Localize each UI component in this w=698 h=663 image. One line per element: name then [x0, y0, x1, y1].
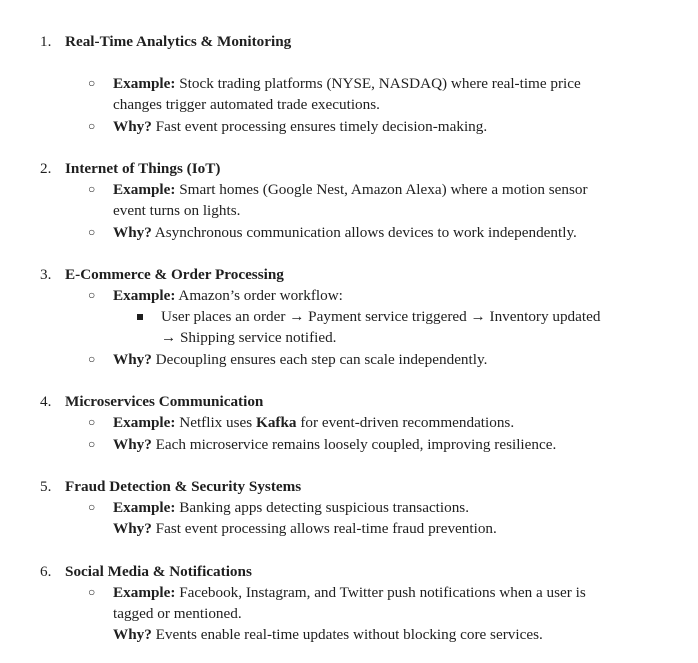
hollow-bullet-icon: ○: [88, 585, 96, 599]
sub-item-text: User places an order → Payment service triggered → Inventory updated: [161, 308, 601, 325]
why-text: Fast event processing ensures timely decision-making.: [151, 118, 488, 135]
section-title: Internet of Things (IoT): [65, 160, 221, 177]
example-line: [113, 179, 588, 200]
example-label: Example:: [113, 287, 176, 304]
why-text: Fast event processing allows real-time fraud prevention.: [151, 520, 497, 537]
section-title: Microservices Communication: [65, 393, 264, 410]
hollow-bullet-icon: ○: [88, 119, 96, 133]
example-text-a: Netflix uses: [175, 414, 257, 431]
example-line: [113, 285, 343, 306]
why-line: [113, 518, 497, 539]
example-text: Stock trading platforms (NYSE, NASDAQ) where real-time price: [175, 75, 581, 92]
example-cont-text: event turns on lights.: [113, 202, 241, 219]
example-line: [113, 73, 581, 94]
example-label: Example:: [113, 414, 176, 431]
example-label: Example:: [113, 499, 176, 516]
why-label: Why?: [113, 626, 152, 643]
why-text: Asynchronous communication allows devices to work independently.: [151, 224, 577, 241]
example-label: Example:: [113, 181, 176, 198]
example-label: Example:: [113, 584, 176, 601]
why-label: Why?: [113, 118, 152, 135]
example-line: [113, 412, 514, 433]
why-label: Why?: [113, 436, 152, 453]
example-line: [113, 582, 586, 603]
why-label: Why?: [113, 351, 152, 368]
section-title: E-Commerce & Order Processing: [65, 266, 284, 283]
hollow-bullet-icon: ○: [88, 182, 96, 196]
example-text: Amazon’s order workflow:: [175, 287, 343, 304]
why-line: [113, 624, 543, 645]
square-bullet-icon: [137, 314, 143, 320]
section-number: 1.: [40, 33, 52, 50]
example-text: Banking apps detecting suspicious transactions.: [175, 499, 470, 516]
example-text-b: for event-driven recommendations.: [296, 414, 515, 431]
hollow-bullet-icon: ○: [88, 437, 96, 451]
section-title: Real-Time Analytics & Monitoring: [65, 33, 292, 50]
example-bold-term: Kafka: [256, 414, 297, 431]
section-title: Fraud Detection & Security Systems: [65, 478, 302, 495]
example-line: [113, 497, 469, 518]
section-number: 2.: [40, 160, 52, 177]
why-text: Events enable real-time updates without blocking core services.: [151, 626, 543, 643]
section-number: 3.: [40, 266, 52, 283]
why-text: Each microservice remains loosely coupled, improving resilience.: [151, 436, 557, 453]
why-label: Why?: [113, 224, 152, 241]
hollow-bullet-icon: ○: [88, 415, 96, 429]
why-text: Decoupling ensures each step can scale independently.: [151, 351, 488, 368]
hollow-bullet-icon: ○: [88, 500, 96, 514]
sub-item-cont-text: → Shipping service notified.: [161, 329, 337, 346]
example-label: Example:: [113, 75, 176, 92]
why-label: Why?: [113, 520, 152, 537]
example-text: Smart homes (Google Nest, Amazon Alexa) where a motion sensor: [175, 181, 588, 198]
hollow-bullet-icon: ○: [88, 352, 96, 366]
section-number: 6.: [40, 563, 52, 580]
hollow-bullet-icon: ○: [88, 225, 96, 239]
example-text: Facebook, Instagram, and Twitter push notifications when a user is: [175, 584, 586, 601]
hollow-bullet-icon: ○: [88, 288, 96, 302]
example-cont-text: changes trigger automated trade executions.: [113, 96, 380, 113]
section-title: Social Media & Notifications: [65, 563, 252, 580]
why-line: [113, 222, 577, 243]
example-cont-text: tagged or mentioned.: [113, 605, 242, 622]
section-number: 4.: [40, 393, 52, 410]
why-line: [113, 349, 487, 370]
why-line: [113, 434, 556, 455]
hollow-bullet-icon: ○: [88, 76, 96, 90]
why-line: [113, 116, 487, 137]
section-number: 5.: [40, 478, 52, 495]
